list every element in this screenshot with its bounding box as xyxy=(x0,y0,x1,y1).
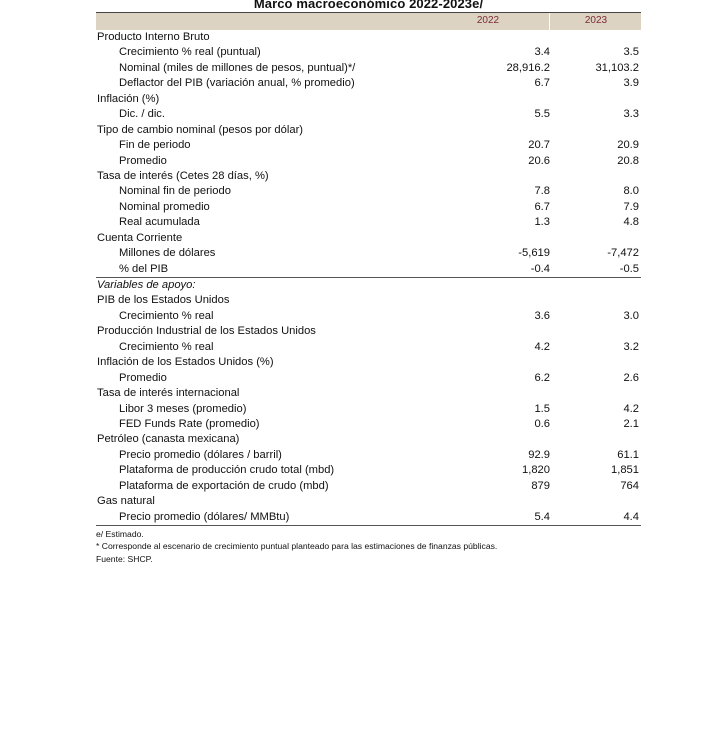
value-2023: 4.8 xyxy=(623,216,639,229)
value-2023: 2.6 xyxy=(623,371,639,384)
section-heading-row xyxy=(96,92,641,107)
table-row xyxy=(96,417,641,432)
value-2023: 3.9 xyxy=(623,77,639,90)
row-label: Petróleo (canasta mexicana) xyxy=(97,433,240,446)
table-row xyxy=(96,463,641,478)
value-2023: 1,851 xyxy=(611,464,639,477)
table-row xyxy=(96,246,641,261)
value-2022: 0.6 xyxy=(534,417,550,430)
table-row xyxy=(96,479,641,494)
table-row xyxy=(96,448,641,463)
table-row xyxy=(96,76,641,91)
row-label: Inflación de los Estados Unidos (%) xyxy=(97,356,274,369)
row-label: % del PIB xyxy=(119,262,169,275)
table-row xyxy=(96,371,641,386)
footnote-source: Fuente: SHCP. xyxy=(96,553,153,564)
value-2023: 3.0 xyxy=(623,309,639,322)
value-2023: -7,472 xyxy=(607,247,639,260)
table-row xyxy=(96,402,641,417)
row-label: Dic. / dic. xyxy=(119,108,166,121)
row-label: Precio promedio (dólares/ MMBtu) xyxy=(119,510,290,523)
row-label: Deflactor del PIB (variación anual, % promedio) xyxy=(119,77,355,90)
value-2022: 5.5 xyxy=(534,108,550,121)
section-heading-row xyxy=(96,293,641,308)
value-2023: 8.0 xyxy=(623,185,639,198)
value-2023: 20.9 xyxy=(617,139,639,152)
value-2023: 3.5 xyxy=(623,46,639,59)
value-2022: -5,619 xyxy=(518,247,550,260)
value-2023: 7.9 xyxy=(623,200,639,213)
table-body xyxy=(96,30,641,525)
table-row xyxy=(96,510,641,525)
section-heading-row xyxy=(96,123,641,138)
row-label: Promedio xyxy=(119,371,167,384)
table-row xyxy=(96,184,641,199)
row-label: Libor 3 meses (promedio) xyxy=(119,402,247,415)
value-2022: 20.7 xyxy=(528,139,550,152)
value-2023: 20.8 xyxy=(617,154,639,167)
table-row xyxy=(96,45,641,60)
row-label: Tasa de interés internacional xyxy=(97,387,240,400)
table-row xyxy=(96,107,641,122)
value-2023: 3.2 xyxy=(623,340,639,353)
footnote-estimate: e/ Estimado. xyxy=(96,529,144,539)
section-heading-row xyxy=(96,494,641,509)
table-row xyxy=(96,215,641,230)
row-label: Producción Industrial de los Estados Unidos xyxy=(97,325,316,338)
value-2023: 3.3 xyxy=(623,108,639,121)
section-heading-row xyxy=(96,324,641,339)
row-label: Tasa de interés (Cetes 28 días, %) xyxy=(97,169,269,182)
header-separator xyxy=(549,13,550,30)
value-2022: 6.7 xyxy=(534,200,550,213)
row-label: Inflación (%) xyxy=(97,92,160,105)
row-label: Plataforma de producción crudo total (mbd) xyxy=(119,464,335,477)
row-label: PIB de los Estados Unidos xyxy=(97,294,230,307)
value-2022: -0.4 xyxy=(530,262,550,275)
value-2022: 1,820 xyxy=(522,464,550,477)
row-label: Crecimiento % real (puntual) xyxy=(119,46,261,59)
table-row xyxy=(96,309,641,324)
row-label: FED Funds Rate (promedio) xyxy=(119,417,260,430)
footnote-scenario: * Corresponde al escenario de crecimiento puntual planteado para las estimaciones de finanzas públicas. xyxy=(96,541,498,552)
table-row xyxy=(96,154,641,169)
value-2023: 4.2 xyxy=(623,402,639,415)
row-label: Crecimiento % real xyxy=(119,340,214,353)
table-title: Marco macroeconómico 2022-2023e/ xyxy=(253,0,484,11)
value-2022: 7.8 xyxy=(534,185,550,198)
macro-table xyxy=(96,12,641,526)
value-2023: 2.1 xyxy=(623,417,639,430)
row-label: Plataforma de exportación de crudo (mbd) xyxy=(119,479,329,492)
section-heading-row xyxy=(96,432,641,447)
value-2023: 31,103.2 xyxy=(595,61,639,74)
section-heading-row xyxy=(96,231,641,246)
table-row xyxy=(96,61,641,76)
row-label: Real acumulada xyxy=(119,216,200,229)
row-label: Cuenta Corriente xyxy=(97,231,183,244)
section-heading-row xyxy=(96,169,641,184)
value-2022: 1.5 xyxy=(534,402,550,415)
value-2022: 28,916.2 xyxy=(506,61,550,74)
value-2022: 5.4 xyxy=(534,510,550,523)
value-2022: 6.2 xyxy=(534,371,550,384)
value-2022: 92.9 xyxy=(528,448,550,461)
column-header-2023: 2023 xyxy=(584,15,608,26)
table-row xyxy=(96,262,641,277)
row-label: Promedio xyxy=(119,154,167,167)
table-row xyxy=(96,340,641,355)
value-2022: 3.6 xyxy=(534,309,550,322)
value-2022: 4.2 xyxy=(534,340,550,353)
value-2023: -0.5 xyxy=(619,262,639,275)
section-heading-row xyxy=(96,30,641,45)
value-2022: 6.7 xyxy=(534,77,550,90)
table-header xyxy=(96,12,641,30)
table-row xyxy=(96,138,641,153)
row-label: Millones de dólares xyxy=(119,247,216,260)
value-2022: 3.4 xyxy=(534,46,550,59)
section-heading-row xyxy=(96,278,641,293)
row-label: Tipo de cambio nominal (pesos por dólar) xyxy=(97,123,304,136)
table-bottom-rule xyxy=(96,525,641,526)
value-2022: 1.3 xyxy=(534,216,550,229)
section-heading-row xyxy=(96,355,641,370)
value-2022: 879 xyxy=(531,479,550,492)
value-2023: 61.1 xyxy=(617,448,639,461)
row-label: Producto Interno Bruto xyxy=(97,31,210,43)
row-label: Nominal promedio xyxy=(119,200,210,213)
table-row xyxy=(96,200,641,215)
value-2022: 20.6 xyxy=(528,154,550,167)
column-header-2022: 2022 xyxy=(476,15,500,26)
row-label: Variables de apoyo: xyxy=(97,279,196,291)
row-label: Nominal fin de periodo xyxy=(119,185,231,198)
row-label: Gas natural xyxy=(97,495,155,508)
row-label: Crecimiento % real xyxy=(119,309,214,322)
section-heading-row xyxy=(96,386,641,401)
row-label: Nominal (miles de millones de pesos, puntual)*/ xyxy=(119,61,356,74)
row-label: Fin de periodo xyxy=(119,139,191,152)
row-label: Precio promedio (dólares / barril) xyxy=(119,448,282,461)
footnotes xyxy=(96,528,497,565)
value-2023: 4.4 xyxy=(623,510,639,523)
value-2023: 764 xyxy=(620,479,639,492)
